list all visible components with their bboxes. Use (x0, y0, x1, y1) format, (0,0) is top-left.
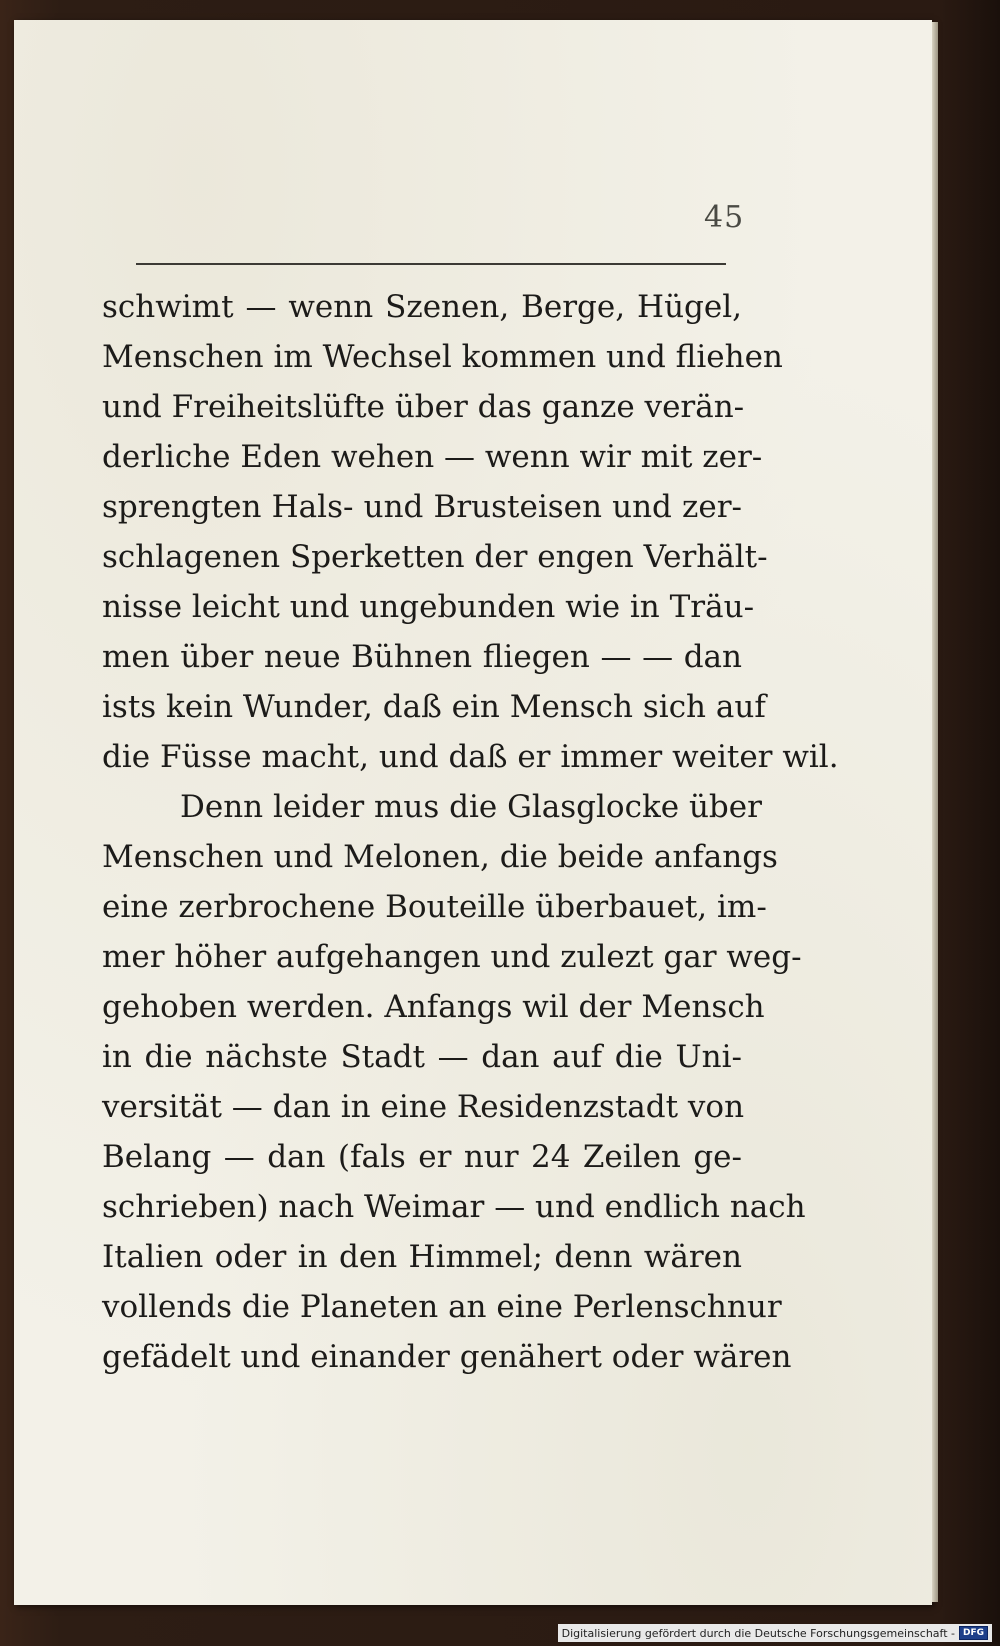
digitization-footer (558, 1624, 992, 1642)
header-rule (136, 263, 726, 265)
text-line: Menschen und Melonen, die beide anfangs (102, 839, 778, 875)
dfg-logo: DFG (959, 1626, 988, 1640)
page-edge (932, 22, 938, 1602)
text-line: in die nächste Stadt — dan auf die Uni- (102, 1039, 742, 1075)
body-text (102, 282, 839, 1382)
text-line: nisse leicht und ungebunden wie in Träu- (102, 589, 755, 625)
text-line: schlagenen Sperketten der engen Verhält- (102, 539, 768, 575)
text-line: Italien oder in den Himmel; denn wären (102, 1239, 742, 1275)
text-line: und Freiheitslüfte über das ganze verän- (102, 389, 745, 425)
text-line: gehoben werden. Anfangs wil der Mensch (102, 989, 765, 1025)
text-line: mer höher aufgehangen und zulezt gar weg- (102, 939, 802, 975)
text-line: sprengten Hals- und Brusteisen und zer- (102, 489, 742, 525)
funding-notice: Digitalisierung gefördert durch die Deutsche Forschungsgemeinschaft - (561, 1626, 955, 1640)
text-line: versität — dan in eine Residenzstadt von (102, 1089, 745, 1125)
text-line: derliche Eden wehen — wenn wir mit zer- (102, 439, 763, 475)
paragraph-end-line: die Füsse macht, und daß er immer weiter wil. (102, 739, 839, 775)
text-line: vollends die Planeten an eine Perlenschnur (102, 1289, 782, 1325)
text-line: schrieben) nach Weimar — und endlich nach (102, 1189, 806, 1225)
paragraph-start-line: Denn leider mus die Glasglocke über (180, 789, 762, 825)
text-line: eine zerbrochene Bouteille überbauet, im- (102, 889, 767, 925)
text-line: Belang — dan (fals er nur 24 Zeilen ge- (102, 1139, 742, 1175)
text-line: gefädelt und einander genähert oder wären (102, 1339, 792, 1375)
text-line: men über neue Bühnen fliegen — — dan (102, 639, 742, 675)
page-number: 45 (704, 200, 745, 235)
text-line: Menschen im Wechsel kommen und fliehen (102, 339, 783, 375)
text-line: schwimt — wenn Szenen, Berge, Hügel, (102, 289, 742, 325)
book-page (14, 20, 932, 1605)
text-line: ists kein Wunder, daß ein Mensch sich auf (102, 689, 766, 725)
